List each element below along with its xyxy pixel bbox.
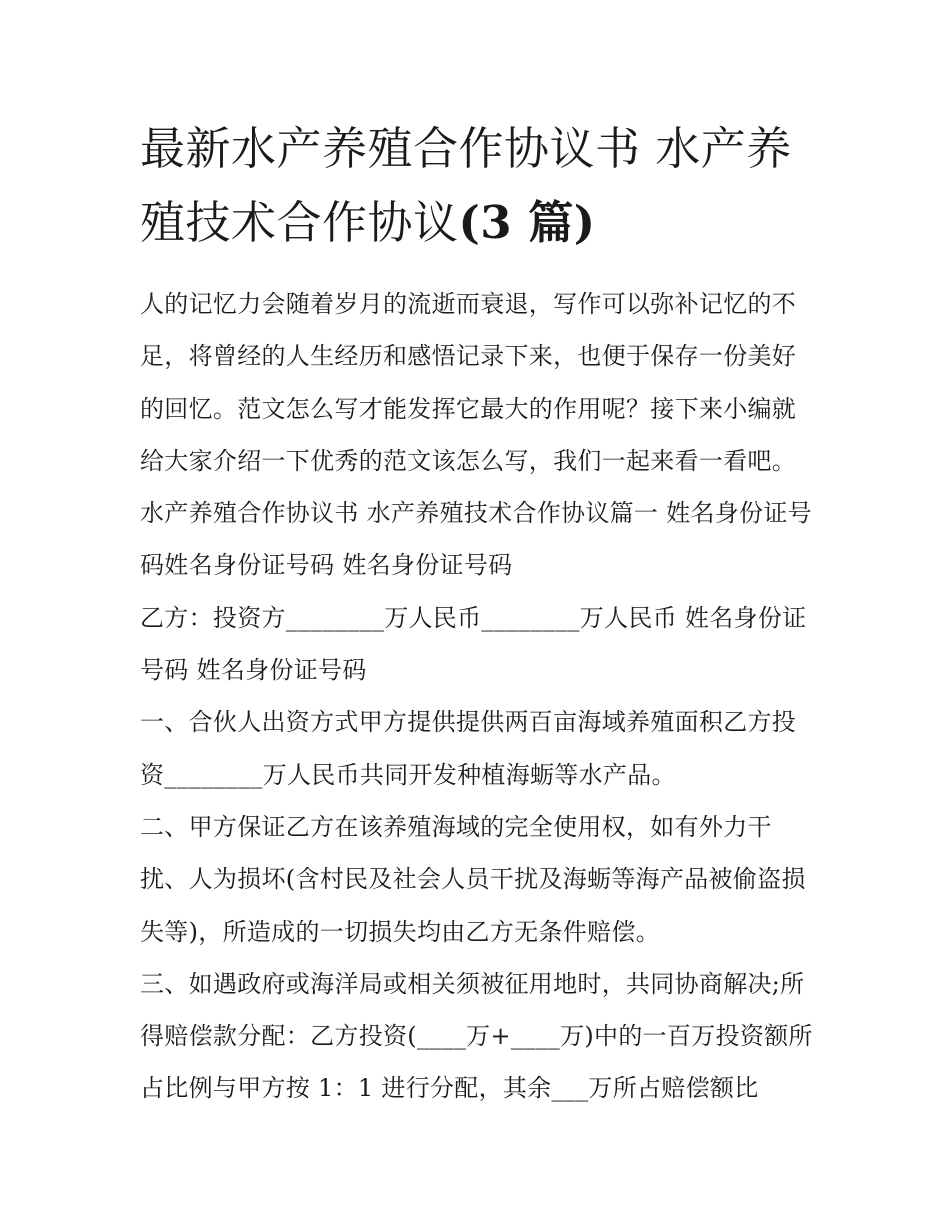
party-b-paragraph: 乙方：投资方________万人民币________万人民币 姓名身份证号码 姓名身份证号码 xyxy=(140,603,807,685)
clause-3-paragraph: 三、如遇政府或海洋局或相关须被征用地时，共同协商解决;所得赔偿款分配：乙方投资(____万+____万)中的一百万投资额所占比例与甲方按 1：1 进行分配，其余___万所占赔偿额比 xyxy=(140,969,813,1103)
agreement-heading-paragraph: 水产养殖合作协议书 水产养殖技术合作协议篇一 姓名身份证号码姓名身份证号码 姓名身份证号码 xyxy=(140,499,812,580)
title-text: 最新水产养殖合作协议书 水产养殖技术合作协议 xyxy=(140,122,792,249)
clause-2-paragraph: 二、甲方保证乙方在该养殖海域的完全使用权，如有外力干扰、人为损坏(含村民及社会人员干扰及海蛎等海产品被偷盗损失等)，所造成的一切损失均由乙方无条件赔偿。 xyxy=(140,812,806,946)
document-body xyxy=(140,112,815,1115)
intro-paragraph: 人的记忆力会随着岁月的流逝而衰退，写作可以弥补记忆的不足，将曾经的人生经历和感悟记录下来，也便于保存一份美好的回忆。范文怎么写才能发挥它最大的作用呢？接下来小编就给大家介绍一下优秀的范文该怎么写，我们一起来看一看吧。 xyxy=(140,290,797,475)
document-title xyxy=(140,112,815,260)
clause-1-paragraph: 一、合伙人出资方式甲方提供提供两百亩海域养殖面积乙方投资________万人民币共同开发种植海蛎等水产品。 xyxy=(140,708,797,789)
title-count: (3 篇) xyxy=(458,196,596,249)
